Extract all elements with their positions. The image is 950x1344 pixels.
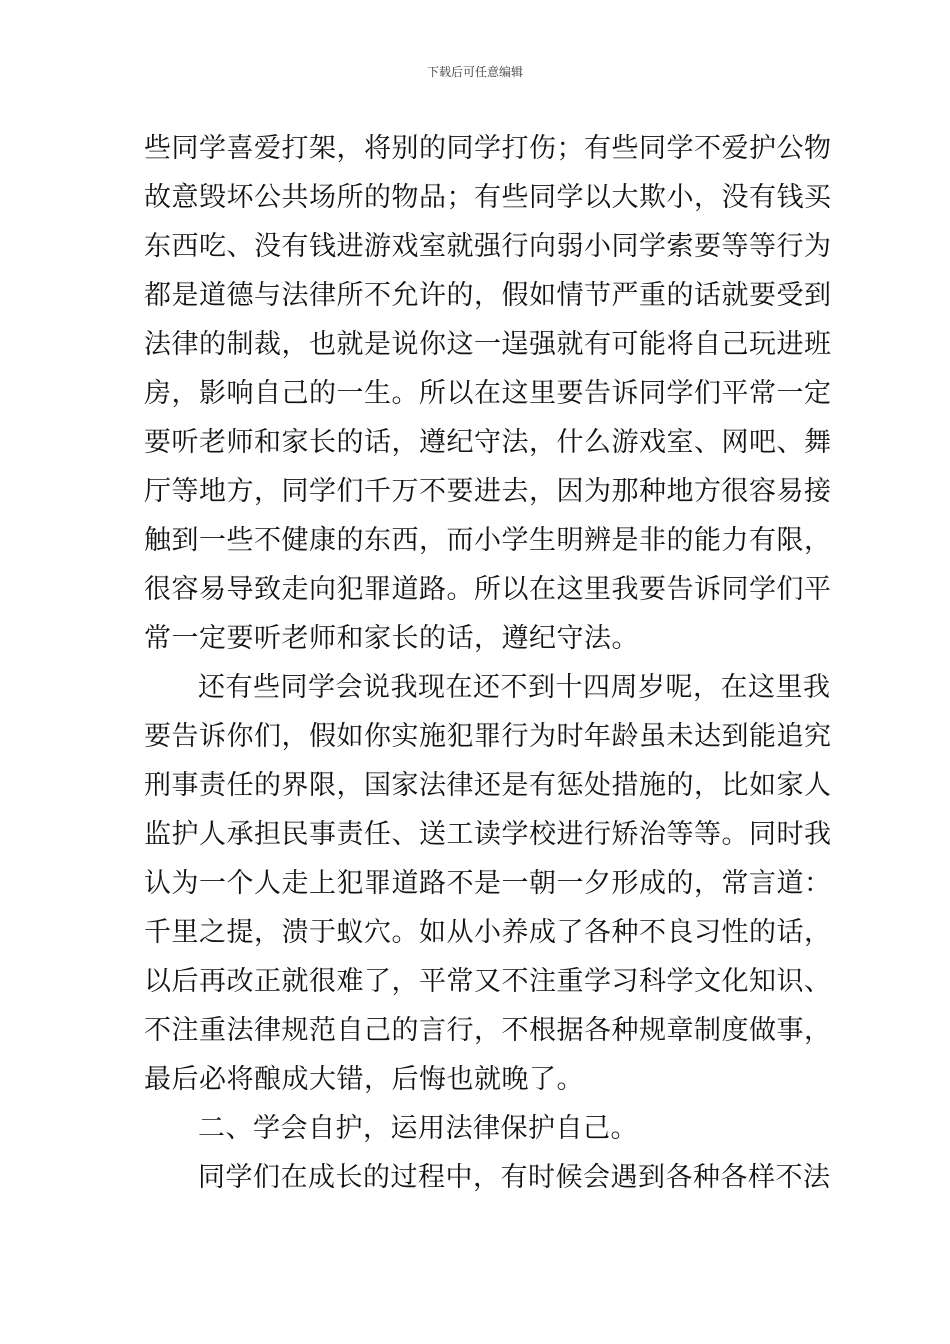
text-line: 认为一个人走上犯罪道路不是一朝一夕形成的，常言道： — [144, 868, 832, 899]
paragraph-start-line: 同学们在成长的过程中，有时候会遇到各种各样不法 — [198, 1162, 831, 1193]
page-header: 下载后可任意编辑 — [426, 65, 523, 79]
text-line: 不注重法律规范自己的言行，不根据各种规章制度做事， — [144, 1015, 832, 1046]
text-line: 要告诉你们，假如你实施犯罪行为时年龄虽未达到能追究 — [144, 721, 832, 752]
text-line: 要听老师和家长的话，遵纪守法，什么游戏室、网吧、舞 — [144, 427, 832, 458]
text-line: 触到一些不健康的东西，而小学生明辨是非的能力有限， — [144, 525, 832, 556]
text-line: 最后必将酿成大错，后悔也就晚了。 — [144, 1064, 584, 1095]
section-heading: 二、学会自护，运用法律保护自己。 — [198, 1113, 638, 1144]
text-line: 常一定要听老师和家长的话，遵纪守法。 — [144, 623, 639, 654]
text-line: 以后再改正就很难了，平常又不注重学习科学文化知识、 — [144, 966, 832, 997]
text-line: 都是道德与法律所不允许的，假如情节严重的话就要受到 — [144, 280, 832, 311]
text-line: 东西吃、没有钱进游戏室就强行向弱小同学索要等等行为 — [144, 231, 832, 262]
text-line: 很容易导致走向犯罪道路。所以在这里我要告诉同学们平 — [144, 574, 832, 605]
text-line: 故意毁坏公共场所的物品；有些同学以大欺小，没有钱买 — [144, 182, 832, 213]
text-line: 厅等地方，同学们千万不要进去，因为那种地方很容易接 — [144, 476, 832, 507]
text-line: 监护人承担民事责任、送工读学校进行矫治等等。同时我 — [144, 819, 832, 850]
paragraph-start-line: 还有些同学会说我现在还不到十四周岁呢，在这里我 — [198, 672, 831, 703]
text-line: 些同学喜爱打架，将别的同学打伤；有些同学不爱护公物 — [144, 133, 832, 164]
text-line: 房，影响自己的一生。所以在这里要告诉同学们平常一定 — [144, 378, 832, 409]
text-line: 法律的制裁，也就是说你这一逞强就有可能将自己玩进班 — [144, 329, 832, 360]
text-line: 千里之提，溃于蚁穴。如从小养成了各种不良习性的话， — [144, 917, 832, 948]
text-line: 刑事责任的界限，国家法律还是有惩处措施的，比如家人 — [144, 770, 832, 801]
